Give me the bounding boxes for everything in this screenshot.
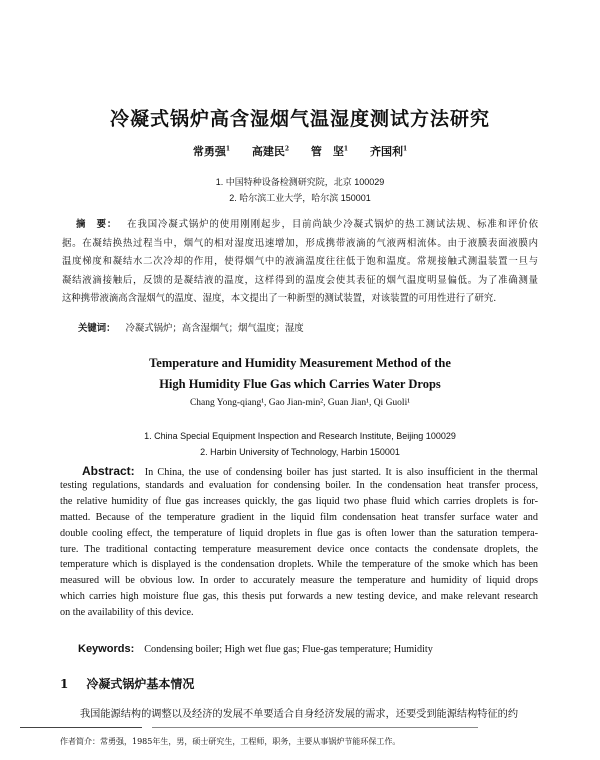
abstract-en-line: on the availability of this device. [60,607,194,619]
affiliation-en-2: 2. Harbin University of Technology, Harbin 150001 [200,447,400,457]
section-heading: 1 冷凝式锅炉基本情况 [60,677,195,691]
footnote-rule-faint [152,727,478,728]
author: 常勇强$^1$ [192,145,231,158]
paper-title-en-line1: Temperature and Humidity Measurement Method of the [149,356,451,370]
abstract-cn-line: 这种携带液滴高含湿烟气的温度、湿度，本文提出了一种新型的测试装置，对该装置的可用性进行了研究. [62,293,497,304]
abstract-en-line: the relative humidity of flue gas increases quickly, the gas liquid two phase fluid which carries droplets is for- [60,495,538,507]
body-paragraph-line: 我国能源结构的调整以及经济的发展不单要适合自身经济发展的需求，还要受到能源结构特征的约 [80,709,519,720]
abstract-en-line: temperature which is displayed is the condensation droplets. While the temperature of the smoke which has been [60,559,538,571]
abstract-en-line: measured will be obvious low. In order to accurately measure the temperature and humidity of liquid drops [60,575,538,587]
paper-title-cn: 冷凝式锅炉高含湿烟气温湿度测试方法研究 [109,108,490,130]
abstract-en-line: Abstract: In China, the use of condensing boiler has just started. It is also insufficient in the thermal [82,464,538,478]
abstract-en-line: ture. The traditional contacting temperature measurement device once contacts the condensate droplets, the [60,543,538,555]
keywords-cn: 关键词： 冷凝式锅炉；高含湿烟气；烟气温度；湿度 [78,323,304,334]
affiliation-en-1: 1. China Special Equipment Inspection and Research Institute, Beijing 100029 [144,431,456,441]
footnote-rule [20,727,142,728]
author: 管 坚$^1$ [310,145,349,158]
affiliation-cn-1: 1. 中国特种设备检测研究院，北京 100029 [215,177,385,187]
author: 高建民$^2$ [251,145,290,158]
abstract-en-line: double cooling effect, the temperature of liquid droplets in flue gas is often lower than the saturation tempera- [60,527,538,539]
abstract-cn-label: 摘 要： [76,219,118,230]
abstract-en-label: Abstract: [82,464,135,478]
footnote: 作者简介：常勇强，1985年生，男，硕士研究生，工程师，职务，主要从事锅炉节能环保工作。 [60,737,401,746]
abstract-cn-line: 凝结液滴接触后，反馈的是凝结液的温度，这样得到的温度会使其表征的烟气温度明显偏低。为了准确测量 [62,275,538,286]
author: 齐国利$^1$ [369,145,408,158]
abstract-en-line: matted. Because of the temperature gradient in the liquid film condensation heat transfer surface water and [60,511,538,523]
abstract-en-line: which carries high moisture flue gas, this thesis put forwards a new testing device, and make relevant research [60,591,538,603]
paper-title-en-line2: High Humidity Flue Gas which Carries Water Drops [159,377,441,391]
keywords-en: Keywords: Condensing boiler; High wet flue gas; Flue-gas temperature; Humidity [78,643,433,655]
authors-cn [0,143,600,159]
affiliation-cn-2: 2. 哈尔滨工业大学，哈尔滨 150001 [229,193,371,203]
abstract-cn-line: 据。在凝结换热过程当中，烟气的相对湿度迅速增加，形成携带液滴的气液两相流体。由于液膜表面液膜内 [62,238,538,249]
abstract-en-line: testing regulations, standards and evaluation for condensing boiler. In the condensation heat transfer process, [60,479,538,491]
abstract-cn-line: 温度梯度和凝结水二次冷却的作用，使得烟气中的液滴温度往往低于饱和温度。常规接触式测温装置一旦与 [62,256,538,267]
authors-en: Chang Yong-qiang¹, Gao Jian-min², Guan Jian¹, Qi Guoli¹ [189,398,411,408]
abstract-cn-line: 摘 要： 在我国冷凝式锅炉的使用刚刚起步，目前尚缺少冷凝式锅炉的热工测试法规、标准和评价依 [76,219,538,230]
